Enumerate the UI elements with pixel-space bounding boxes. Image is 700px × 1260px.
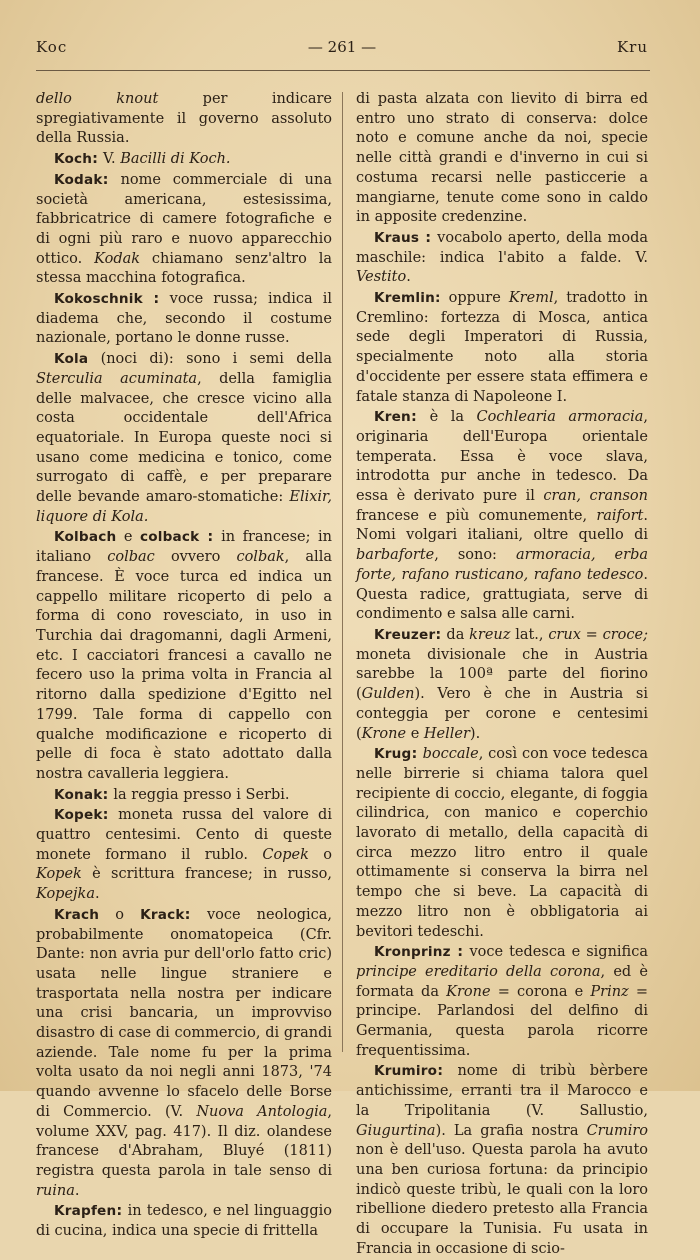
- italic-text: colbak: [236, 549, 285, 566]
- separator: :: [435, 626, 447, 643]
- italic-text: Kreml: [508, 290, 554, 307]
- separator: :: [102, 786, 114, 803]
- dictionary-entry: [356, 229, 648, 288]
- headword: Kremlin:: [374, 290, 441, 307]
- right-column: [356, 90, 648, 1260]
- italic-text: kreuz: [469, 626, 511, 643]
- header-right-guideword: Kru: [616, 38, 648, 56]
- separator: :: [450, 944, 470, 961]
- separator: :: [142, 291, 170, 308]
- headword: Kronprinz: [374, 944, 451, 961]
- body-text: voce neologica, probabilmente onomatopeica (Cfr. Dante: non avria pur dell'orlo fatto cric) usata nelle lingue straniere e trasportata nella nostra per indicare una crisi bancaria, un improvviso disastro di case di commercio, di grandi aziende. Tale nome fu per la prima volta usato da noi negli anni 1873, '74 quando avvenne lo sfacelo delle Borse di Commercio. (V.: [36, 906, 332, 1120]
- italic-text: Nuova Antologia: [196, 1103, 328, 1120]
- body-text: di pasta alzata con lievito di birra ed entro uno strato di conserva: dolce noto e comune anche da noi, specie nelle città grandi e d'inverno in cui si costuma recarsi nelle pasticcerie a mangiarne, tenute come sono in caldo in apposite credenzine.: [356, 91, 648, 226]
- headword: Kolbach: [54, 529, 117, 546]
- dictionary-entry: [36, 1202, 332, 1241]
- body-text: .: [74, 1182, 80, 1199]
- body-text: (noci di): sono i semi della: [88, 351, 332, 368]
- running-header: [36, 38, 648, 62]
- italic-text: Krone: [446, 983, 491, 1000]
- italic-text: colbac: [107, 549, 155, 566]
- italic-text: Bacilli di Koch.: [120, 151, 231, 168]
- left-column: [36, 90, 332, 1243]
- italic-text: Kopek: [36, 866, 82, 883]
- body-text: , ed è formata da: [356, 963, 648, 1000]
- body-text: ovvero: [154, 549, 237, 566]
- headword: Koch: [54, 151, 93, 168]
- headword: Kren: [374, 409, 411, 426]
- dictionary-entry: [356, 943, 648, 1061]
- separator: :: [102, 807, 119, 824]
- headword: colback: [139, 529, 200, 546]
- body-text: = principe. Parlandosi del delfino di Germania, questa parola ricorre frequentissima.: [356, 983, 648, 1059]
- body-text: da: [446, 626, 470, 643]
- body-text: , così con voce tedesca nelle birrerie si chiama talora quel recipiente di coccio, elegante, di foggia cilindrica, con manico e coperchio lavorato di metallo, della capacità di circa mezzo litro entro il quale ottimamente si conserva la birra nel tempo che si beve. La capacità di mezzo litro non è obbligatoria ai bevitori tedeschi.: [356, 746, 648, 940]
- dictionary-entry: [356, 1062, 648, 1259]
- italic-text: Vestito: [356, 269, 407, 286]
- italic-text: cran, cranson: [543, 488, 648, 505]
- dictionary-entry: [36, 528, 332, 784]
- body-text: per indicare spregiativamente il governo assoluto della Russia.: [36, 91, 333, 147]
- italic-text: Kodak: [94, 250, 141, 267]
- italic-text: Gulden: [361, 686, 415, 703]
- headword: Krach: [54, 906, 100, 923]
- separator: :: [419, 229, 438, 246]
- separator: :: [92, 151, 104, 168]
- body-text: chiamano senz'altro la stessa macchina fotografica.: [36, 250, 332, 287]
- entry-continuation: [36, 90, 332, 149]
- italic-text: Elixir, liquore di Kola.: [36, 489, 332, 525]
- separator: :: [184, 906, 207, 923]
- headword: Krack: [140, 906, 185, 923]
- italic-text: boccale: [422, 746, 479, 763]
- dictionary-entry: [36, 786, 332, 806]
- italic-text: dello knout: [36, 91, 159, 107]
- body-text: , originaria dell'Europa orientale temperata. Essa è voce slava, introdotta pur anche in tedesco. Da essa è derivato pure il: [356, 409, 648, 505]
- dictionary-entry: [36, 290, 332, 349]
- body-text: , tradotto in Cremlino: fortezza di Mosca, antica sede degli Imperatori di Russia, specialmente noto alla storia d'occidente per essere stata effimera e fatale stanza di Napoleone I.: [356, 290, 648, 405]
- separator: :: [102, 171, 121, 188]
- italic-text: barbaforte: [356, 547, 435, 564]
- dictionary-entry: [36, 906, 332, 1202]
- headword: Kopek: [54, 807, 103, 824]
- body-text: , alla francese. È voce turca ed indica un cappello militare ricoperto di pelo a forma di cono rovesciato, in uso in Turchia dai dragomanni, dagli Armeni, etc. I cacciatori francesi a cavallo ne fecero uso la prima volta in Francia al ritorno dalla spedizione d'Egitto nel 1799. Tale forma di cappello con qualche modificazione e ricoperto di pelle di foca è stato adottato dalla nostra cavalleria leggiera.: [36, 549, 332, 782]
- italic-text: Kopejka: [36, 886, 95, 903]
- italic-text: raifort: [596, 507, 644, 524]
- dictionary-entry: [356, 408, 648, 625]
- body-text: o: [308, 846, 332, 863]
- body-text: oppure: [440, 290, 509, 307]
- separator: :: [116, 1203, 128, 1220]
- italic-text: Krone: [361, 725, 407, 742]
- body-text: francese e più comunemente,: [356, 507, 597, 524]
- headword: Krapfen: [54, 1203, 117, 1220]
- page-number: — 261 —: [307, 38, 377, 56]
- body-text: nome di tribù bèrbere antichissime, erranti tra il Marocco e la Tripolitania (V. Sallustio,: [356, 1063, 648, 1119]
- body-text: e: [116, 529, 140, 546]
- headword: Kraus: [374, 229, 420, 246]
- italic-text: Prinz: [590, 983, 629, 1000]
- italic-text: principe ereditario della corona: [356, 963, 601, 980]
- dictionary-entry: [356, 289, 648, 407]
- body-text: .: [406, 269, 411, 286]
- headword: Kreuzer: [374, 626, 436, 643]
- body-text: in francese; in italiano: [36, 529, 332, 566]
- separator: :: [437, 1063, 458, 1080]
- header-left-guideword: Koc: [36, 38, 68, 56]
- headword: Kola: [54, 351, 89, 368]
- headword: Kokoschnik: [54, 291, 143, 308]
- headword: Konak: [54, 786, 103, 803]
- body-text: è scrittura francese; in russo,: [81, 866, 332, 883]
- body-text: , della famiglia delle malvacee, che cresce vicino alla costa occidentale dell'Africa equatoriale. In Europa queste noci si usano come medicina e tonico, come surrogato di caffè, e per preparare delle bevande amaro-stomatiche:: [36, 370, 332, 506]
- dictionary-entry: [36, 171, 332, 289]
- body-text: moneta russa del valore di quattro centesimi. Cento di queste monete formano il rublo.: [36, 807, 332, 863]
- body-text: non è dell'uso. Questa parola ha avuto una ben curiosa fortuna: da principio indicò queste tribù, le quali con la loro ribellione diedero pretesto alla Francia di occupare la Tunisia. Fu usata in Francia in occasione di scio-: [356, 1142, 648, 1257]
- body-text: voce russa; indica il diadema che, secondo il costume nazionale, portano le donne russe.: [36, 291, 332, 347]
- body-text: .: [94, 886, 100, 903]
- italic-text: Heller: [423, 725, 470, 742]
- body-text: ). Vero è che in Austria si conteggia per corone e centesimi (: [356, 686, 648, 742]
- body-text: V.: [103, 151, 121, 168]
- body-text: moneta divisionale che in Austria sarebbe la 100ª parte del fiorino (: [356, 646, 648, 703]
- body-text: = corona e: [490, 983, 591, 1000]
- column-divider: [342, 92, 343, 1052]
- body-text: in tedesco, e nel linguaggio di cucina, indica una specie di frittella: [36, 1203, 332, 1240]
- header-rule: [36, 70, 650, 71]
- separator: :: [410, 409, 430, 426]
- body-text: o: [99, 906, 141, 923]
- body-text: nome commerciale di una società americana, estesissima, fabbricatrice di camere fotografiche e di ogni più raro e nuovo apparecchio ottico.: [36, 171, 332, 267]
- italic-text: armoracia, erba forte, rafano rusticano, rafano tedesco: [356, 547, 648, 583]
- body-text: , volume XXV, pag. 417). Il diz. olandese francese d'Abraham, Bluyé (1811) registra questa parola in tale senso di: [36, 1103, 332, 1179]
- body-text: , sono:: [434, 547, 516, 564]
- body-text: ).: [469, 725, 481, 742]
- italic-text: Copek: [262, 846, 309, 863]
- body-text: voce tedesca e significa: [469, 944, 648, 961]
- dictionary-entry: [36, 150, 332, 170]
- entry-continuation: [356, 90, 648, 228]
- separator: :: [411, 746, 423, 763]
- italic-text: Sterculia acuminata: [36, 370, 198, 387]
- dictionary-entry: [356, 745, 648, 942]
- italic-text: Cochlearia armoracia: [476, 409, 644, 426]
- headword: Kodak: [54, 171, 103, 188]
- body-text: la reggia presso i Serbi.: [113, 786, 290, 803]
- italic-text: Giugurtina: [356, 1122, 436, 1139]
- italic-text: ruina: [36, 1182, 75, 1199]
- dictionary-entry: [36, 806, 332, 905]
- dictionary-entry: [36, 350, 332, 527]
- body-text: ). La grafia nostra: [435, 1122, 587, 1139]
- body-text: lat.,: [510, 626, 549, 643]
- body-text: è la: [429, 409, 477, 426]
- body-text: . Nomi volgari italiani, oltre quello di: [356, 507, 648, 544]
- italic-text: crux = croce;: [548, 626, 648, 643]
- separator: :: [199, 529, 222, 546]
- headword: Krug: [374, 746, 412, 763]
- body-text: vocabolo aperto, della moda maschile: indica l'abito a falde. V.: [356, 229, 648, 266]
- italic-text: Crumiro: [586, 1122, 648, 1139]
- body-text: . Questa radice, grattugiata, serve di condimento e salsa alle carni.: [356, 566, 648, 623]
- headword: Krumiro: [374, 1063, 438, 1080]
- body-text: e: [406, 725, 424, 742]
- dictionary-entry: [356, 626, 648, 744]
